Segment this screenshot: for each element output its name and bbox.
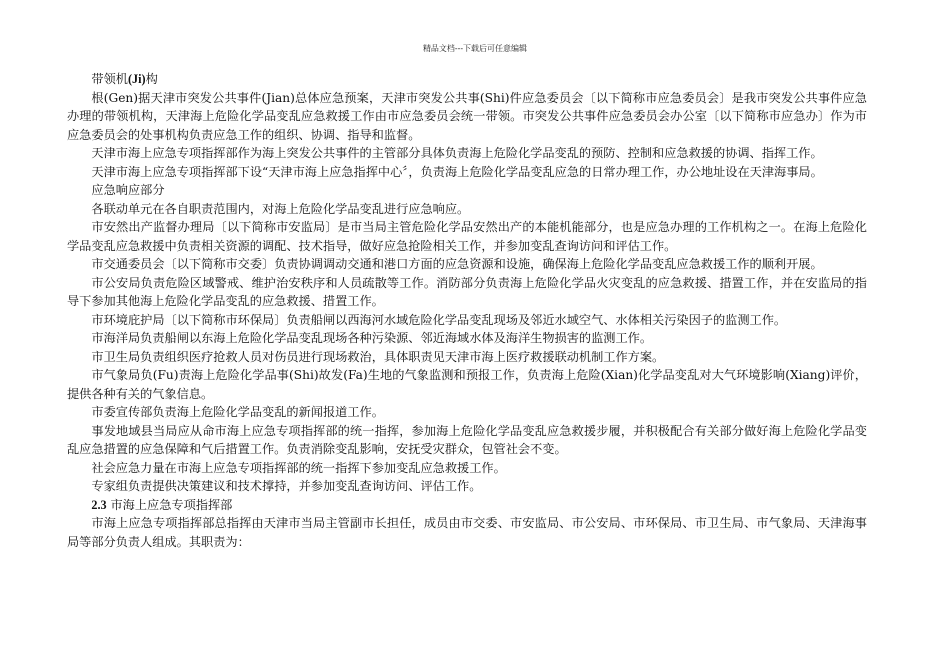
section-title xyxy=(67,70,867,89)
paragraph: 天津市海上应急专项指挥部下设“天津市海上应急指挥中心〞，负责海上危险化学品变乱应急的日常办理工作，办公地址设在天津海事局。 xyxy=(91,164,823,179)
paragraph: 市环境庇护局〔以下简称市环保局〕负责船闸以西海河水域危险化学品变乱现场及邻近水域空气、水体相关污染因子的监测工作。 xyxy=(91,312,787,327)
document-body xyxy=(67,70,867,551)
subsection-number: 2.3 xyxy=(91,497,107,512)
section-heading: 应急响应部分 xyxy=(91,183,165,197)
section-title-bold: (Ji) xyxy=(127,72,146,86)
paragraph: 各联动单元在各自职责范围内，对海上危险化学品变乱进行应急响应。 xyxy=(91,201,470,216)
section-title-suffix: 构 xyxy=(145,72,158,86)
paragraph: 社会应急力量在市海上应急专项指挥部的统一指挥下参加变乱应急救援工作。 xyxy=(91,460,506,475)
paragraph: 天津市海上应急专项指挥部作为海上突发公共事件的主管部分具体负责海上危险化学品变乱的预防、控制和应急救援的协调、指挥工作。 xyxy=(91,146,823,160)
paragraph: 市海洋局负责船闸以东海上危险化学品变乱现场各种污染源、邻近海域水体及海洋生物损害的监测工作。 xyxy=(91,331,653,345)
section-title-prefix: 带领机 xyxy=(91,72,128,86)
page-header: 精品文档---下载后可任意编辑 xyxy=(422,44,528,53)
paragraph: 市安然出产监督办理局〔以下简称市安监局〕是市当局主管危险化学品安然出产的本能机能部分，也是应急办理的工作机构之一。在海上危险化学品变乱应急救援中负责相关资源的调配、技术指导，做好应急抢险相关工作，并参加变乱查询访问和评估工作。 xyxy=(67,220,867,253)
paragraph: 市气象局负(Fu)责海上危险化学品事(Shi)故发(Fa)生地的气象监测和预报工作，负责海上危险(Xian)化学品变乱对大气环境影响(Xiang)评价，提供各种有关的气象信息。 xyxy=(67,368,867,401)
paragraph: 市海上应急专项指挥部总指挥由天津市当局主管副市长担任，成员由市交委、市安监局、市公安局、市环保局、市卫生局、市气象局、天津海事局等部分负责人组成。其职责为： xyxy=(67,516,867,549)
subsection-heading xyxy=(67,496,867,515)
paragraph: 市委宣传部负责海上危险化学品变乱的新闻报道工作。 xyxy=(91,405,384,419)
paragraph: 事发地域县当局应从命市海上应急专项指挥部的统一指挥，参加海上危险化学品变乱应急救援步履，并积极配合有关部分做好海上危险化学品变乱应急措置的应急保障和气后措置工作。负责消除变乱影响，安抚受灾群众，包管社会不变。 xyxy=(67,423,867,456)
paragraph: 专家组负责提供决策建议和技术撑持，并参加变乱查询访问、评估工作。 xyxy=(91,479,482,493)
paragraph: 市交通委员会〔以下简称市交委〕负责协调调动交通和港口方面的应急资源和设施，确保海上危险化学品变乱应急救援工作的顺利开展。 xyxy=(91,257,823,271)
paragraph: 市卫生局负责组织医疗抢救人员对伤员进行现场救治，具体职责见天津市海上医疗救援联动机制工作方案。 xyxy=(91,349,665,364)
paragraph: 根(Gen)据天津市突发公共事件(Jian)总体应急预案，天津市突发公共事(Shi)件应急委员会〔以下简称市应急委员会〕是我市突发公共事件应急办理的带领机构，天津海上危险化学品变乱应急救援工作由市应急委员会统一带领。市突发公共事件应急委员会办公室〔以下简称市应急办〕作为市应急委员会的处事机构负责应急工作的组织、协调、指导和监督。 xyxy=(67,90,867,142)
subsection-title: 市海上应急专项指挥部 xyxy=(110,497,233,512)
paragraph: 市公安局负责危险区域警戒、维护治安秩序和人员疏散等工作。消防部分负责海上危险化学品火灾变乱的应急救援、措置工作，并在安监局的指导下参加其他海上危险化学品变乱的应急救援、措置工作。 xyxy=(67,275,867,308)
